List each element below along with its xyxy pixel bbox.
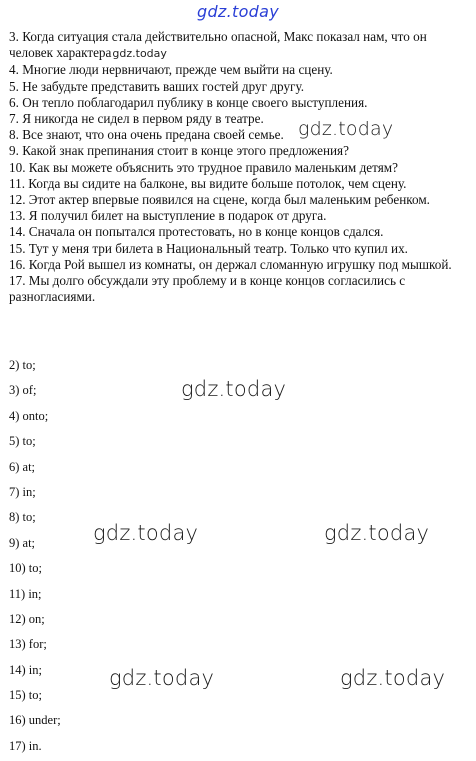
answer-item: 6) at; [9,459,36,474]
sentence-list [9,29,467,305]
sentence-item: 17. Мы долго обсуждали эту проблему и в конце концов согласились с разногласиями. [9,273,406,305]
sentence-item: 10. Как вы можете объяснить это трудное правило маленьким детям? [9,159,398,175]
answer-item: 8) to; [9,510,36,525]
answer-item: 14) in; [9,662,42,677]
watermark: gdz.today [340,666,446,690]
sentence-item: 7. Я никогда не сидел в первом ряду в театре. [9,111,264,127]
sentence-item: 11. Когда вы сидите на балконе, вы видите больше потолок, чем сцену. [9,175,407,191]
answer-item: 3) of; [9,383,37,398]
sentence-item: 14. Сначала он попытался протестовать, но в конце концов сдался. [9,224,384,240]
sentence-item: 5. Не забудьте представить ваших гостей друг другу. [9,78,305,94]
answer-item: 5) to; [9,434,36,449]
answer-item: 10) to; [9,561,42,576]
answer-item: 2) to; [9,358,36,372]
sentence-item: 15. Тут у меня три билета в Национальный театр. Только что купил их. [9,240,408,256]
sentence-item: 3. Когда ситуация стала действительно опасной, Макс показал нам, что он человек характераgdz.today [9,29,427,61]
watermark: gdz.today [324,521,430,545]
answer-item: 15) to; [9,688,42,703]
sentence-item: 12. Этот актер впервые появился на сцене, когда был маленьким ребенком. [9,192,430,208]
sentence-item: 8. Все знают, что она очень предана своей семье. [9,127,284,143]
answer-item: 4) onto; [9,408,49,423]
answer-item: 9) at; [9,535,36,550]
answer-item: 12) on; [9,611,45,626]
sentence-item: 4. Многие люди нервничают, прежде чем выйти на сцену. [9,62,333,78]
sentence-item: 16. Когда Рой вышел из комнаты, он держал сломанную игрушку под мышкой. [9,256,452,272]
watermark: gdz.today [93,521,199,545]
sentence-item: 13. Я получил билет на выступление в подарок от друга. [9,208,327,224]
sentence-item: 6. Он тепло поблагодарил публику в конце своего выступления. [9,94,368,110]
answer-item: 13) for; [9,637,47,652]
watermark: gdz.today [109,666,215,690]
site-logo: gdz.today [197,2,279,21]
answer-list [9,355,209,761]
answer-item: 11) in; [9,586,42,601]
answer-item: 16) under; [9,713,61,728]
sentence-item: 9. Какой знак препинания стоит в конце этого предложения? [9,143,349,159]
watermark: gdz.today [181,377,287,401]
inline-watermark: gdz.today [112,47,167,61]
answer-item: 7) in; [9,484,36,499]
answer-item: 17) in. [9,738,42,753]
watermark: gdz.today [298,118,394,140]
